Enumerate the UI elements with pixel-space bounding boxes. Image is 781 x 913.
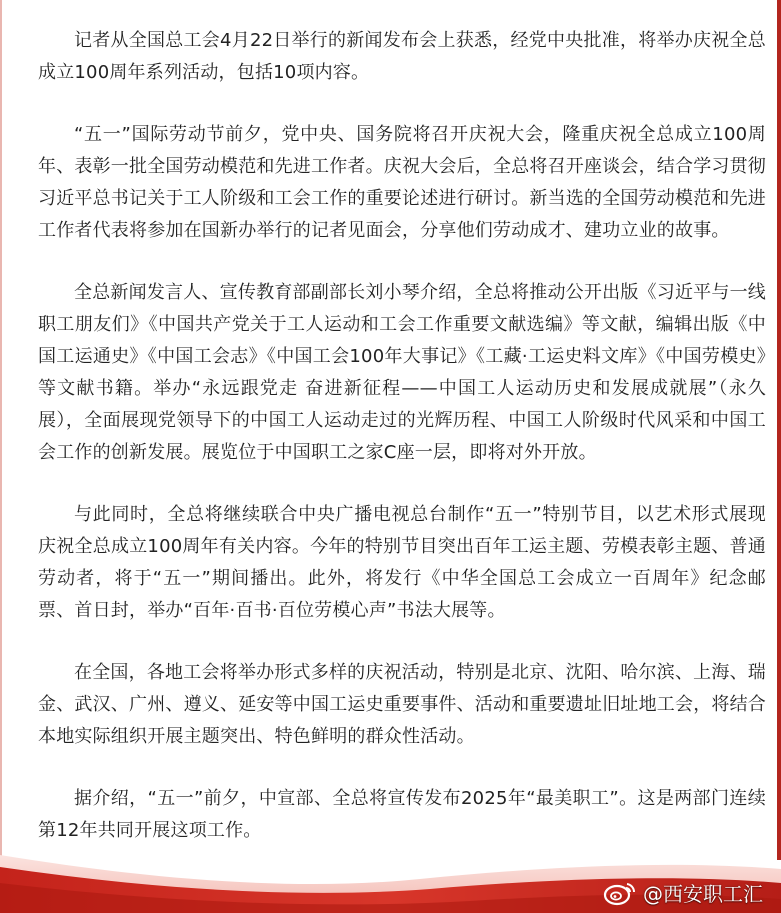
watermark-account-name: @西安职工汇 bbox=[643, 882, 763, 906]
article-body bbox=[38, 25, 766, 877]
left-border-decoration bbox=[0, 0, 2, 860]
article-paragraph-4: 与此同时，全总将继续联合中央广播电视总台制作“五一”特别节目，以艺术形式展现庆祝全总成立100周年有关内容。今年的特别节目突出百年工运主题、劳模表彰主题、普通劳动者，将于“五一”期间播出。此外，将发行《中华全国总工会成立一百周年》纪念邮票、首日封，举办“百年·百书·百位劳模心声”书法大展等。 bbox=[38, 504, 766, 621]
weibo-icon bbox=[603, 880, 637, 906]
article-paragraph-1: 记者从全国总工会4月22日举行的新闻发布会上获悉，经党中央批准，将举办庆祝全总成立100周年系列活动，包括10项内容。 bbox=[38, 30, 766, 83]
right-border-decoration bbox=[777, 0, 781, 860]
article-paragraph-5: 在全国，各地工会将举办形式多样的庆祝活动，特别是北京、沈阳、哈尔滨、上海、瑞金、武汉、广州、遵义、延安等中国工运史重要事件、活动和重要遗址旧址地工会，将结合本地实际组织开展主题突出、特色鲜明的群众性活动。 bbox=[38, 662, 766, 747]
article-paragraph-6: 据介绍，“五一”前夕，中宣部、全总将宣传发布2025年“最美职工”。这是两部门连续第12年共同开展这项工作。 bbox=[38, 788, 766, 841]
weibo-watermark bbox=[603, 878, 763, 907]
article-paragraph-3: 全总新闻发言人、宣传教育部副部长刘小琴介绍，全总将推动公开出版《习近平与一线职工朋友们》《中国共产党关于工人运动和工会工作重要文献选编》等文献，编辑出版《中国工运通史》《中国工会志》《中国工会100年大事记》《工藏·工运史料文库》《中国劳模史》等文献书籍。举办“永远跟党走 奋进新征程——中国工人运动历史和发展成就展”（永久展），全面展现党领导下的中国工人运动走过的光辉历程、中国工人阶级时代风采和中国工会工作的创新发展。展览位于中国职工之家C座一层，即将对外开放。 bbox=[38, 282, 766, 463]
article-paragraph-2: “五一”国际劳动节前夕，党中央、国务院将召开庆祝大会，隆重庆祝全总成立100周年、表彰一批全国劳动模范和先进工作者。庆祝大会后，全总将召开座谈会，结合学习贯彻习近平总书记关于工人阶级和工会工作的重要论述进行研讨。新当选的全国劳动模范和先进工作者代表将参加在国新办举行的记者见面会，分享他们劳动成才、建功立业的故事。 bbox=[38, 124, 766, 241]
